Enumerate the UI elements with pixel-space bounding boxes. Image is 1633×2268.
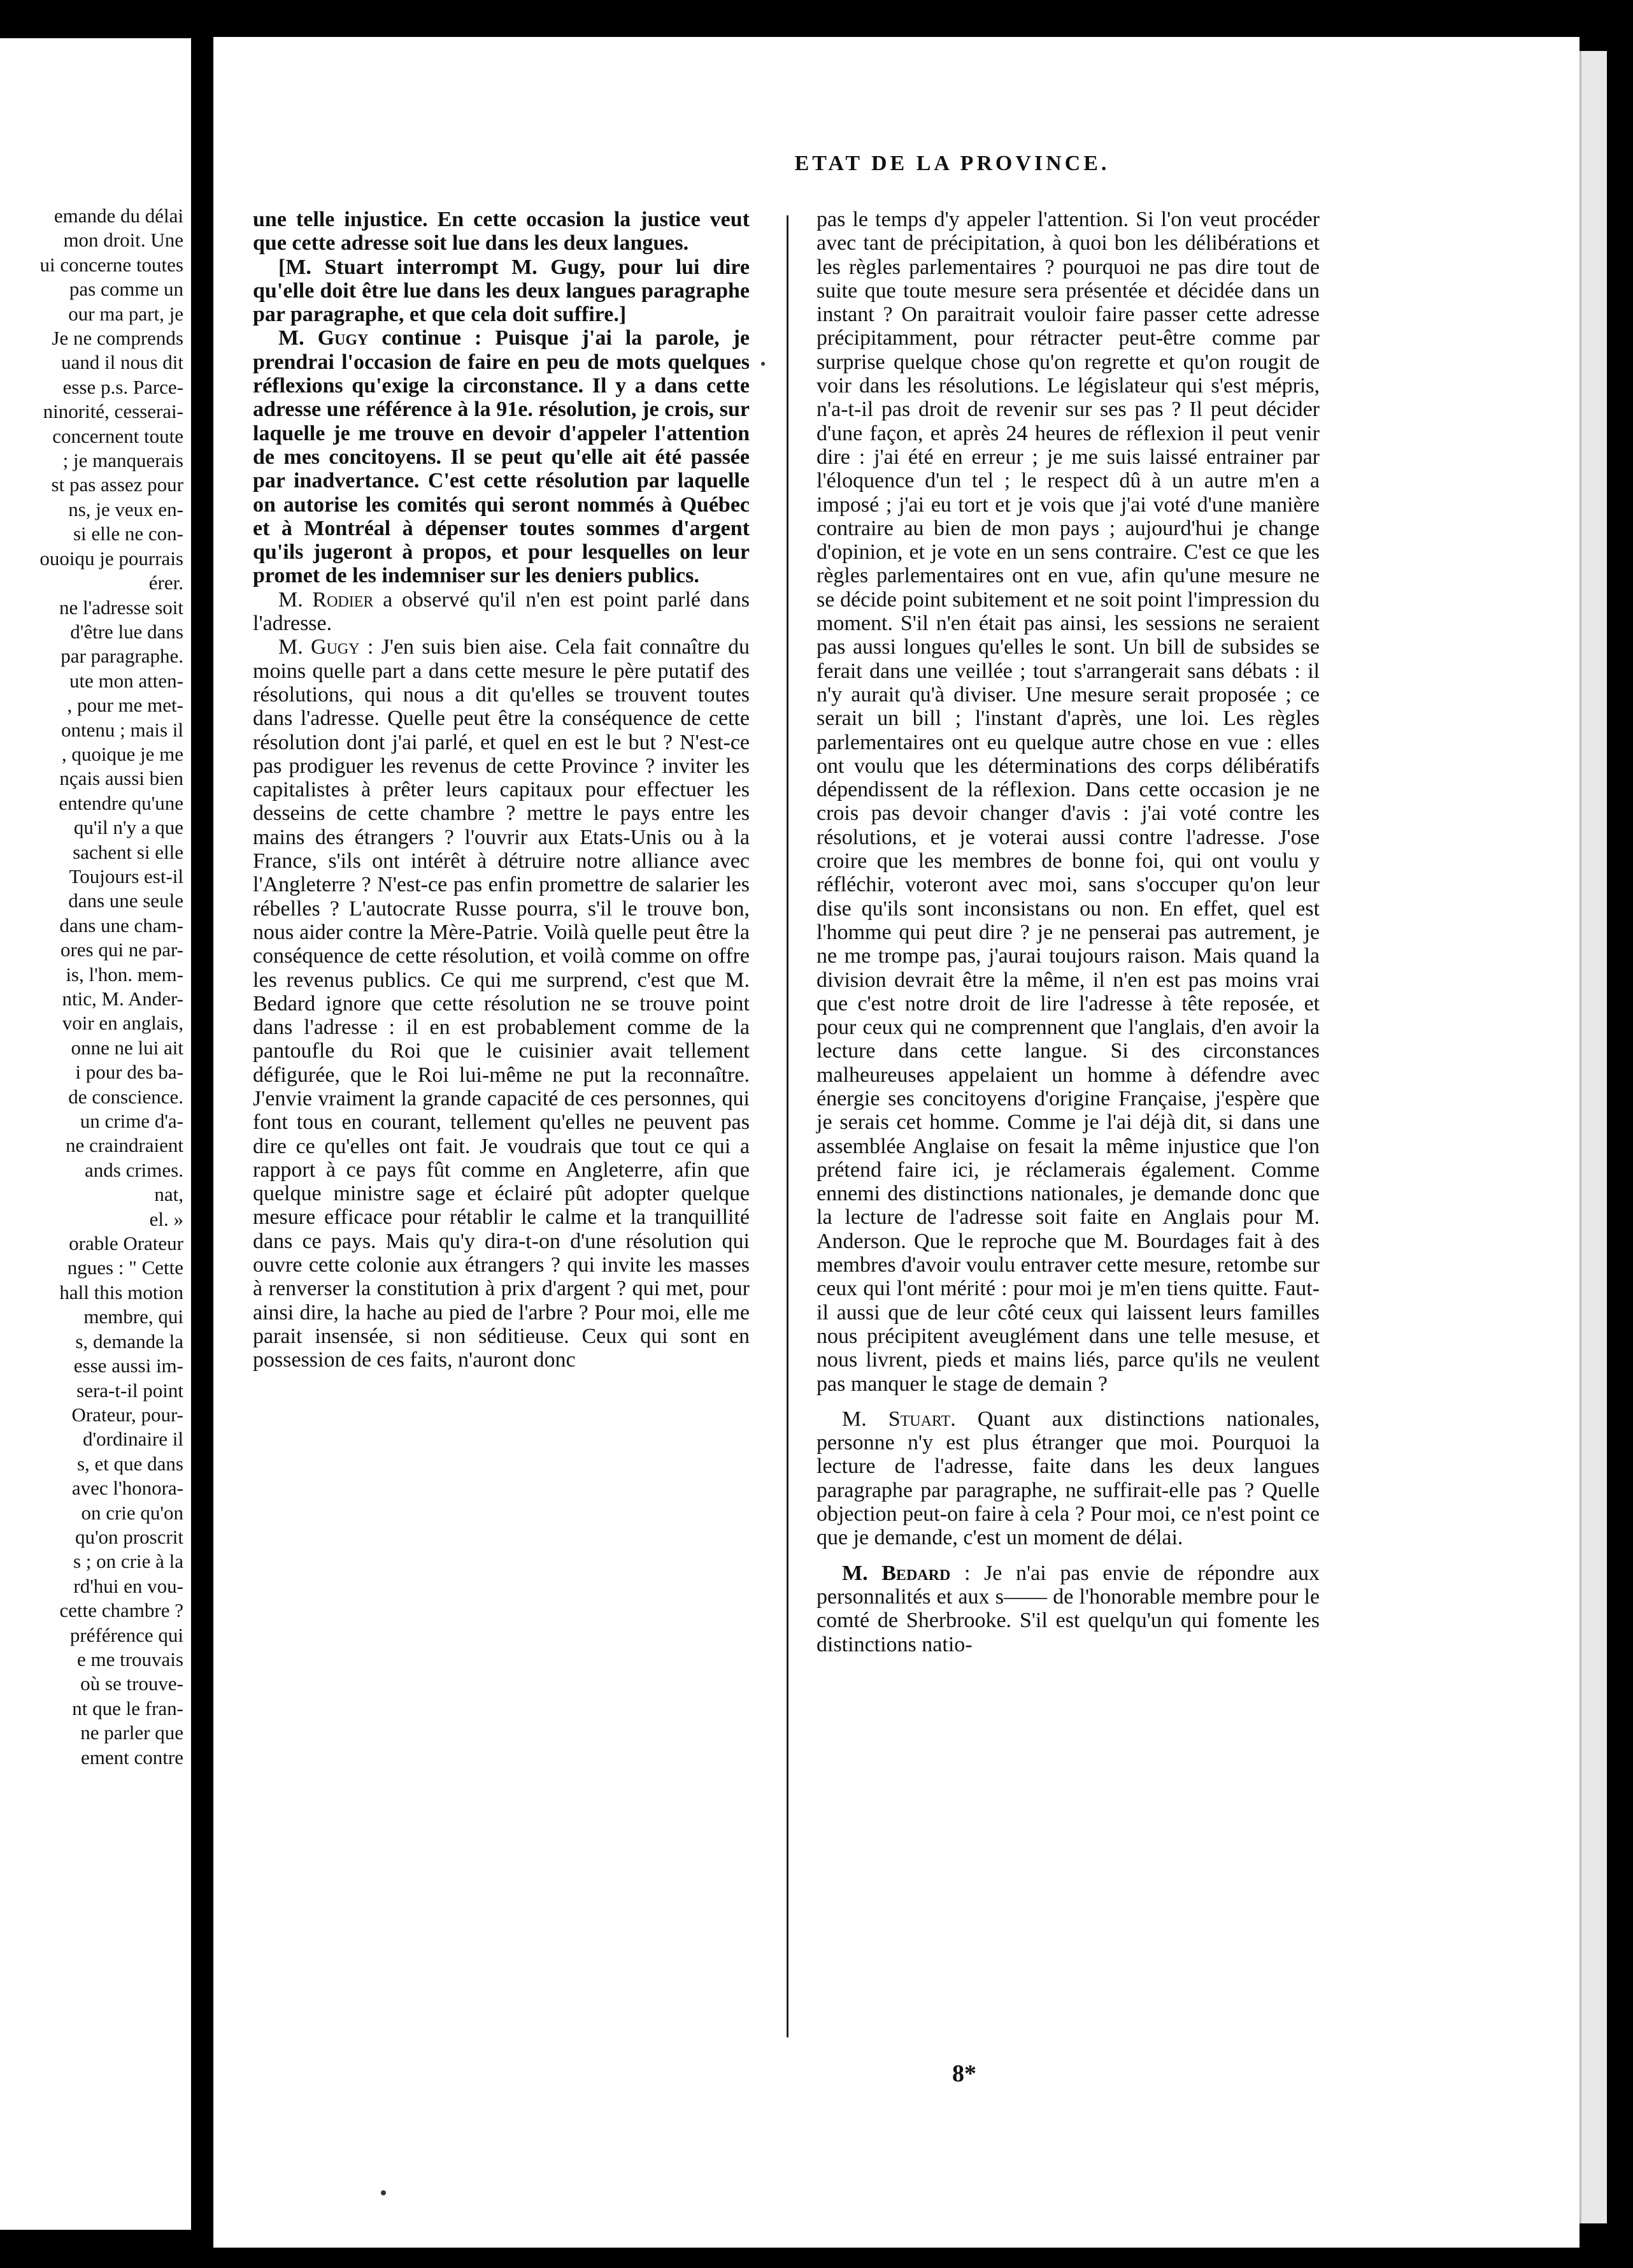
facing-page-line: orable Orateur xyxy=(69,1232,183,1255)
facing-page-line: ngues : " Cette xyxy=(67,1256,183,1279)
facing-page-line: i pour des ba- xyxy=(75,1061,183,1084)
facing-page-line: de conscience. xyxy=(68,1085,183,1108)
facing-page-line: membre, qui xyxy=(83,1305,183,1328)
facing-page-line: ntic, M. Ander- xyxy=(62,987,183,1010)
facing-page-line: voir en anglais, xyxy=(62,1012,183,1035)
facing-page-line: dans une seule xyxy=(68,889,183,912)
speaker-name: M. Gugy xyxy=(278,326,369,350)
speaker-name: M. Gugy xyxy=(278,635,360,659)
paragraph: [M. Stuart interrompt M. Gugy, pour lui dire qu'elle doit être lue dans les deux langues paragraphe par paragraphe, et que cela doit suffire.] xyxy=(253,255,750,327)
facing-page-line: si elle ne con- xyxy=(73,522,183,545)
facing-page-line: ne craindraient xyxy=(65,1134,183,1157)
paragraph: pas le temps d'y appeler l'attention. Si l'on veut procéder avec tant de précipitation, à quoi bon les délibérations et les règles parlementaires ? pourquoi ne pas dire tout de suite que toute mesure sera présentée et décidée dans un instant ? On paraitrait vouloir faire passer cette adresse précipitamment, pour rétracter peut-être comme par surprise quelque chose qu'on regrette et qu'on rougit de voir dans les résolutions. Le législateur qui s'est mépris, n'a-t-il pas droit de revenir sur ses pas ? Il peut décider d'une façon, et après 24 heures de réflexion il peut venir dire : j'ai été en erreur ; je me suis laissé entrainer par l'éloquence d'un tel ; le respect dû à un autre m'en a imposé ; j'ai eu tort et je vois que j'ai voté d'une manière contraire au bien de mon pays ; aujourd'hui je change d'opinion, et je vote en un sens contraire. C'est ce que les règles parlementaires ont en vue, afin qu'une mesure ne se décide point subitement et ne soit point l'impression du moment. S'il n'en était pas ainsi, les sessions ne seraient pas aussi longues qu'elles le sont. Un bill de subsides se ferait dans une veillée ; tout s'arrangerait sans débats : il n'y aurait qu'à diviser. Une mesure serait proposée ; ce serait un bill ; l'instant d'après, une loi. Les règles parlementaires ont eu quelque autre chose en vue : elles ont voulu que les déterminations des corps délibératifs dépendissent de la réflexion. Dans cette occasion je ne crois pas devoir changer d'avis : j'ai voté contre les résolutions, et je voterai aussi contre l'adresse. J'ose croire que les membres de bonne foi, qui ont voulu y réfléchir, voteront avec moi, sans s'occuper qu'on leur dise qu'ils sont inconsistans ou non. En effet, quel est l'homme qui peut dire ? je ne penserai pas autrement, je ne me trompe pas, j'aurai toujours raison. Mais quand la division devrait être la même, il n'en est pas moins vrai que c'est notre droit de lire l'adresse à tête reposée, et pour ceux qui ne comprennent que l'anglais, d'en avoir la lecture dans cette langue. Si des circonstances malheureuses appelaient un homme à défendre avec énergie ses concitoyens d'origine Française, j'espère que je serais cet homme. Comme je l'ai déjà dit, si dans une assemblée Anglaise on fesait la même injustice que l'on prétend faire ici, je réclamerais également. Comme ennemi des distinctions nationales, je demande donc que la lecture de l'adresse soit faite en Anglais pour M. Anderson. Que le reproche que M. Bourdages fait à des membres d'avoir voulu entraver cette mesure, retombe sur ceux qui l'ont mérité : pour moi je m'en tiens quitte. Faut-il aussi que de leur côté ceux qui laissent leurs familles nous précipitent aveuglément dans une telle mesuse, et nous livrent, pieds et mains liés, parce qu'ils ne veulent pas manquer le stage de demain ? xyxy=(816,208,1320,1396)
facing-page-line: nt que le fran- xyxy=(72,1697,183,1719)
text-column-left xyxy=(253,208,750,1372)
facing-page-line: d'être lue dans xyxy=(70,620,183,643)
facing-page-line: , pour me met- xyxy=(67,694,183,717)
facing-page-line: ands crimes. xyxy=(85,1158,183,1181)
facing-page-line: s, et que dans xyxy=(76,1452,183,1475)
page-number: 8* xyxy=(952,2060,976,2087)
facing-page-line: ouoiqu je pourrais xyxy=(39,547,183,570)
facing-page-line: sachent si elle xyxy=(73,840,183,863)
facing-page-line: Orateur, pour- xyxy=(71,1403,183,1426)
facing-page-line: st pas assez pour xyxy=(51,473,183,496)
page-edge xyxy=(1580,51,1607,2223)
facing-page-line: s ; on crie à la xyxy=(73,1550,183,1573)
facing-page-line: Je ne comprends xyxy=(52,327,183,350)
facing-page-line: pas comme un xyxy=(69,278,183,301)
facing-page-line: ; je manquerais xyxy=(62,449,183,472)
ink-dot xyxy=(381,2190,386,2195)
facing-page-line: ne l'adresse soit xyxy=(59,596,183,619)
facing-page-line: esse p.s. Parce- xyxy=(62,375,183,398)
facing-page-line: el. » xyxy=(149,1207,183,1230)
facing-page-line: nçais aussi bien xyxy=(59,767,183,790)
facing-page-line: , quoique je me xyxy=(61,742,183,765)
ink-dot xyxy=(761,362,765,366)
facing-page-line: hall this motion xyxy=(59,1281,183,1303)
facing-page-line: préférence qui xyxy=(69,1623,183,1646)
facing-page-line: our ma part, je xyxy=(68,302,183,325)
facing-page-line: érer. xyxy=(148,571,183,594)
paragraph: une telle injustice. En cette occasion la justice veut que cette adresse soit lue dans les deux langues. xyxy=(253,208,750,255)
facing-page-line: sera-t-il point xyxy=(76,1379,183,1402)
facing-page-line: concernent toute xyxy=(52,424,183,447)
facing-page-line: entendre qu'une xyxy=(59,791,183,814)
facing-page-line: un crime d'a- xyxy=(80,1110,183,1133)
paragraph xyxy=(253,635,750,1372)
facing-page-line: mon droit. Une xyxy=(63,229,183,252)
speech-text: continue : Puisque j'ai la parole, je prendrai l'occasion de faire en peu de mots quelques réflexions qu'exige la circonstance. Il y a dans cette adresse une référence à la 91e. résolution, je crois, sur laquelle je me trouve en devoir d'appeler l'attention de mes concitoyens. Il se peut qu'elle ait été passée par inadvertance. C'est cette résolution par laquelle on autorise les comités qui seront nommés à Québec et à Montréal à dépenser toutes sommes d'argent qu'ils jugeront à propos, et pour lesquelles on leur promet de les indemniser sur les deniers publics. xyxy=(253,326,750,588)
speech-text: : Je n'ai pas envie de répondre aux personnalités et aux s—— de l'honorable membre pour le comté de Sherbrooke. S'il est quelqu'un qui fomente les distinctions natio- xyxy=(816,1561,1320,1656)
text-column-right xyxy=(816,208,1320,1656)
facing-page-line: ninorité, cesserai- xyxy=(43,400,183,423)
facing-page-line: cette chambre ? xyxy=(59,1599,183,1622)
facing-page-line: emande du délai xyxy=(53,205,183,227)
facing-page-line: ontenu ; mais il xyxy=(61,718,183,741)
main-page xyxy=(213,37,1580,2248)
facing-page-line: ute mon atten- xyxy=(69,669,183,692)
facing-page-line: par paragraphe. xyxy=(61,645,183,668)
facing-page-line: uand il nous dit xyxy=(61,351,183,374)
facing-page-line: avec l'honora- xyxy=(71,1477,183,1500)
facing-page-line: qu'on proscrit xyxy=(75,1525,183,1548)
paragraph xyxy=(253,326,750,587)
facing-page-line: is, l'hon. mem- xyxy=(66,963,183,986)
facing-page-line: s, demande la xyxy=(75,1330,183,1353)
facing-page-line: onne ne lui ait xyxy=(71,1036,183,1059)
facing-page-column xyxy=(0,204,183,1770)
facing-page-line: nat, xyxy=(154,1183,183,1206)
facing-page-line: qu'il n'y a que xyxy=(73,816,183,839)
facing-page-line: e me trouvais xyxy=(76,1647,183,1670)
column-divider xyxy=(787,215,788,2037)
facing-page-fragment xyxy=(0,38,191,2230)
facing-page-line: ns, je veux en- xyxy=(68,498,183,520)
speech-text: a observé qu'il n'en est point parlé dans l'adresse. xyxy=(253,587,750,636)
facing-page-line: d'ordinaire il xyxy=(83,1428,183,1451)
speech-text: : J'en suis bien aise. Cela fait connaître du moins quelle part a dans cette mesure le père putatif des résolutions, qui nous a dit qu'elles se trouvent toutes dans l'adresse. Quelle peut être la conséquence de cette résolution dont j'ai parlé, et quel en est le but ? N'est-ce pas prodiguer les revenus de cette Province ? inviter les capitalistes à prêter leurs capitaux pour effectuer les desseins de cette chambre ? mettre le pays entre les mains des étrangers ? l'ouvrir aux Etats-Unis ou à la France, s'ils ont intérêt à détruire notre alliance avec l'Angleterre ? N'est-ce pas enfin promettre de salarier les rébelles ? L'autocrate Russe pourra, s'il le trouve bon, nous aider contre la Mère-Patrie. Voilà quelle peut être la conséquence de cette résolution, et voilà comme on offre les revenus publics. Ce qui me surprend, c'est que M. Bedard ignore que cette résolution ne se trouve point dans l'adresse : il en est probablement comme de la pantoufle du Roi que le cuisinier avait tellement défigurée, que le Roi lui-même ne put la reconnaître. J'envie vraiment la grande capacité de ces personnes, qui font tous en courant, tellement qu'elles ne peuvent pas dire ce qu'elles ont fait. Je voudrais que tout ce qui a rapport à ce pays fût comme en Angleterre, afin que quelque ministre sage et éclairé pût adopter quelque mesure efficace pour rétablir le calme et la tranquillité dans ce pays. Mais qu'y dira-t-on d'une résolution qui ouvre cette colonie aux étrangers ? qui invite les masses à renverser la constitution à prix d'argent ? qui met, pour ainsi dire, la hache au pied de l'arbre ? Pour moi, elle me parait insensée, si non séditieuse. Ceux qui sont en possession de ces faits, n'auront donc xyxy=(253,635,750,1372)
paragraph xyxy=(816,1561,1320,1656)
facing-page-line: où se trouve- xyxy=(80,1672,183,1695)
facing-page-line: ne parler que xyxy=(80,1721,183,1744)
facing-page-line: ores qui ne par- xyxy=(60,938,183,961)
speaker-name: M. Rodier xyxy=(278,587,374,612)
facing-page-line: on crie qu'on xyxy=(81,1501,183,1524)
facing-page-line: dans une cham- xyxy=(59,914,183,937)
facing-page-line: ui concerne toutes xyxy=(39,253,183,276)
facing-page-line: esse aussi im- xyxy=(73,1354,183,1377)
running-header: ETAT DE LA PROVINCE. xyxy=(794,152,1110,175)
facing-page-line: ement contre xyxy=(81,1746,183,1769)
facing-page-line: Toujours est-il xyxy=(69,865,183,887)
paragraph xyxy=(816,1407,1320,1550)
paragraph xyxy=(253,588,750,636)
facing-page-line: rd'hui en vou- xyxy=(73,1574,183,1597)
speaker-name: M. Stuart. xyxy=(842,1407,956,1431)
speech-text: Quant aux distinctions nationales, personne n'y est plus étranger que moi. Pourquoi la lecture de l'adresse, faite dans les deux langues paragraphe par paragraphe, ne suffirait-elle pas ? Quelle objection peut-on faire à cela ? Pour moi, ce n'est point ce que je demande, c'est un moment de délai. xyxy=(816,1407,1320,1550)
speaker-name: M. Bedard xyxy=(842,1561,951,1585)
